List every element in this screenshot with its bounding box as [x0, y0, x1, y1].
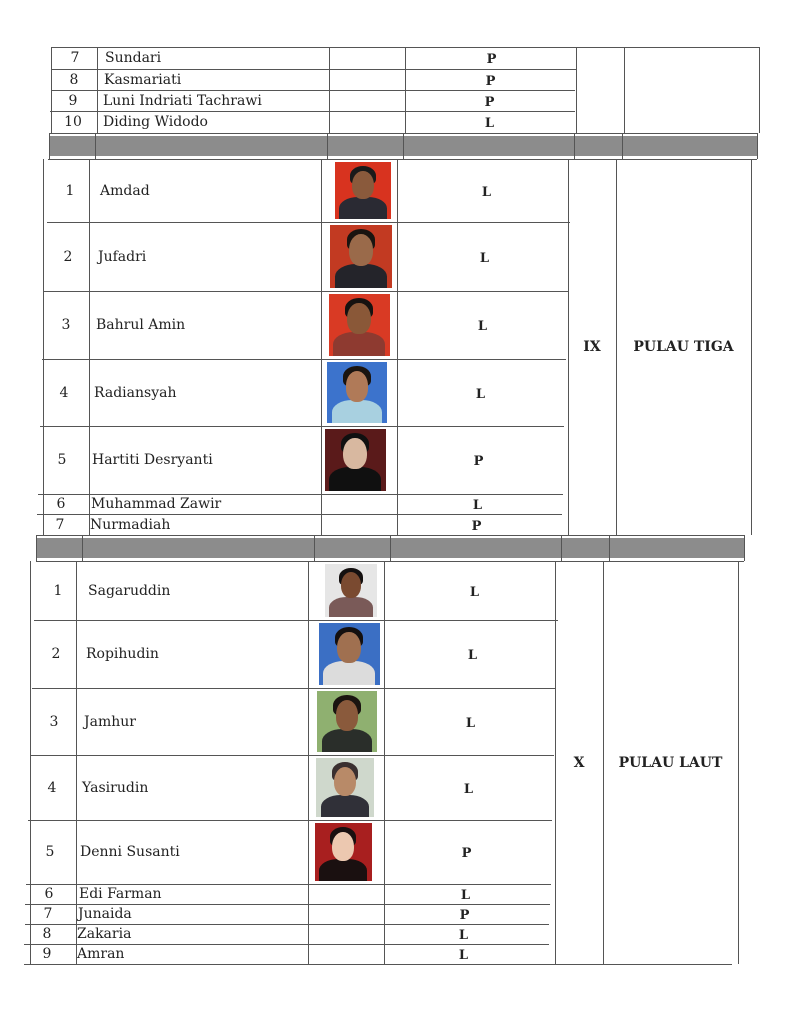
row-number: 3 — [49, 713, 59, 730]
table-column-rule — [308, 561, 309, 964]
member-photo — [319, 623, 380, 685]
row-number: 4 — [47, 779, 57, 796]
table-column-rule — [51, 47, 52, 133]
row-number: 8 — [69, 71, 79, 88]
member-photo — [330, 225, 392, 288]
table-column-rule — [397, 159, 398, 535]
member-name: Diding Widodo — [103, 114, 208, 130]
row-rule — [34, 620, 558, 621]
photo-shoulders — [322, 729, 372, 752]
row-rule — [51, 90, 575, 91]
row-rule — [50, 111, 575, 112]
member-photo — [335, 162, 391, 219]
row-number: 7 — [43, 906, 53, 922]
row-rule — [28, 820, 552, 821]
group-roman-numeral: IX — [583, 339, 601, 355]
member-name: Kasmariati — [104, 71, 182, 88]
photo-face — [347, 303, 370, 334]
table-column-rule — [576, 47, 577, 133]
member-name: Zakaria — [77, 926, 132, 942]
row-number: 5 — [45, 844, 55, 860]
member-photo — [317, 691, 377, 752]
member-name: Yasirudin — [82, 779, 149, 796]
table-column-rule — [738, 561, 739, 964]
table-column-rule — [76, 561, 77, 964]
member-name: Amdad — [100, 182, 150, 199]
row-rule — [24, 964, 549, 965]
table-column-rule — [574, 133, 575, 159]
row-rule — [52, 47, 577, 48]
table-column-rule — [82, 535, 83, 561]
row-number: 6 — [56, 496, 66, 512]
row-rule — [42, 359, 566, 360]
photo-face — [337, 632, 360, 663]
member-name: Muhammad Zawir — [91, 496, 222, 512]
group-region-name: PULAU LAUT — [618, 754, 723, 771]
member-name: Radiansyah — [94, 384, 177, 401]
member-name: Amran — [77, 946, 125, 962]
group-region-name: PULAU TIGA — [633, 339, 734, 355]
row-number: 7 — [70, 50, 80, 66]
row-rule — [40, 426, 564, 427]
photo-shoulders — [339, 197, 386, 219]
row-rule — [51, 69, 576, 70]
group-rule — [549, 964, 732, 965]
photo-shoulders — [323, 661, 374, 685]
row-number: 1 — [53, 582, 63, 599]
gender-code: L — [467, 648, 478, 663]
member-name: Bahrul Amin — [96, 317, 186, 333]
gender-code: L — [484, 116, 495, 131]
table-column-rule — [744, 535, 745, 561]
photo-face — [332, 832, 354, 861]
photo-shoulders — [319, 859, 367, 881]
photo-shoulders — [329, 467, 380, 491]
table-column-rule — [561, 535, 562, 561]
gender-code: L — [465, 715, 476, 731]
photo-shoulders — [333, 332, 384, 356]
photo-face — [343, 438, 366, 469]
row-rule — [36, 561, 560, 562]
row-rule — [47, 222, 570, 223]
member-name: Sundari — [105, 50, 162, 66]
gender-code: L — [458, 928, 469, 943]
gender-code: P — [461, 846, 472, 861]
gender-code: L — [458, 948, 469, 963]
table-column-rule — [314, 535, 315, 561]
gender-code: L — [463, 781, 474, 797]
gender-code: P — [485, 73, 496, 89]
row-rule — [30, 755, 554, 756]
row-number: 6 — [44, 886, 54, 902]
gender-code: L — [479, 250, 490, 266]
member-name: Ropihudin — [86, 646, 159, 662]
gender-code: L — [472, 498, 483, 513]
table-column-rule — [759, 47, 760, 133]
table-column-rule — [403, 133, 404, 159]
table-column-rule — [327, 133, 328, 159]
table-column-rule — [622, 133, 623, 159]
table-column-rule — [89, 159, 90, 535]
row-rule — [25, 904, 550, 905]
member-name: Nurmadiah — [90, 516, 171, 533]
group-roman-numeral: X — [573, 754, 585, 771]
row-number: 1 — [65, 182, 75, 199]
table-column-rule — [49, 133, 50, 159]
table-column-rule — [405, 47, 406, 133]
row-rule — [44, 291, 568, 292]
photo-face — [334, 767, 356, 797]
photo-face — [346, 371, 369, 402]
photo-shoulders — [321, 795, 370, 817]
row-number: 8 — [42, 926, 52, 942]
gender-code: L — [460, 888, 471, 903]
photo-face — [349, 234, 373, 266]
row-number: 4 — [59, 384, 69, 401]
member-photo — [315, 823, 372, 881]
gender-code: L — [475, 386, 486, 402]
member-name: Hartiti Desryanti — [92, 452, 213, 468]
table-column-rule — [30, 561, 31, 964]
member-photo — [325, 564, 377, 617]
photo-shoulders — [332, 400, 382, 423]
gender-code: P — [486, 52, 497, 67]
member-name: Sagaruddin — [88, 582, 171, 599]
group-rule — [573, 159, 756, 160]
photo-shoulders — [329, 597, 373, 617]
gender-code: P — [471, 518, 482, 534]
row-rule — [37, 514, 562, 515]
photo-shoulders — [335, 264, 387, 288]
gender-code: P — [484, 94, 495, 110]
table-column-rule — [95, 133, 96, 159]
member-name: Denni Susanti — [80, 844, 180, 860]
table-column-rule — [624, 47, 625, 133]
table-column-rule — [321, 159, 322, 535]
member-name: Junaida — [78, 906, 132, 922]
member-name: Jamhur — [84, 713, 136, 730]
member-name: Edi Farman — [79, 886, 162, 902]
row-rule — [38, 494, 563, 495]
row-rule — [25, 924, 549, 925]
row-number: 5 — [57, 452, 67, 468]
member-name: Jufadri — [98, 248, 147, 265]
row-number: 3 — [61, 317, 71, 333]
table-column-rule — [384, 561, 385, 964]
gender-code: L — [469, 584, 480, 600]
row-rule — [26, 884, 551, 885]
row-number: 9 — [42, 946, 52, 962]
table-column-rule — [609, 535, 610, 561]
row-number: 10 — [64, 114, 82, 130]
member-name: Luni Indriati Tachrawi — [103, 92, 262, 109]
member-photo — [327, 362, 387, 423]
photo-face — [336, 700, 359, 731]
row-number: 2 — [51, 646, 61, 662]
table-column-rule — [757, 133, 758, 159]
photo-face — [341, 572, 361, 599]
row-rule — [32, 688, 556, 689]
table-column-rule — [390, 535, 391, 561]
row-rule — [24, 944, 549, 945]
gender-code: P — [473, 454, 484, 469]
table-column-rule — [97, 47, 98, 133]
member-photo — [325, 429, 386, 491]
group-rule — [577, 47, 760, 48]
row-number: 9 — [68, 92, 78, 109]
gender-code: P — [459, 908, 470, 923]
table-column-rule — [36, 535, 37, 561]
row-rule — [48, 159, 572, 160]
group-rule — [561, 561, 744, 562]
row-number: 7 — [55, 516, 65, 533]
table-column-rule — [43, 159, 44, 535]
photo-face — [352, 171, 373, 200]
row-number: 2 — [63, 248, 73, 265]
table-column-rule — [329, 47, 330, 133]
gender-code: L — [477, 319, 488, 334]
gender-code: L — [481, 184, 492, 200]
member-photo — [329, 294, 390, 356]
member-photo — [316, 758, 374, 817]
